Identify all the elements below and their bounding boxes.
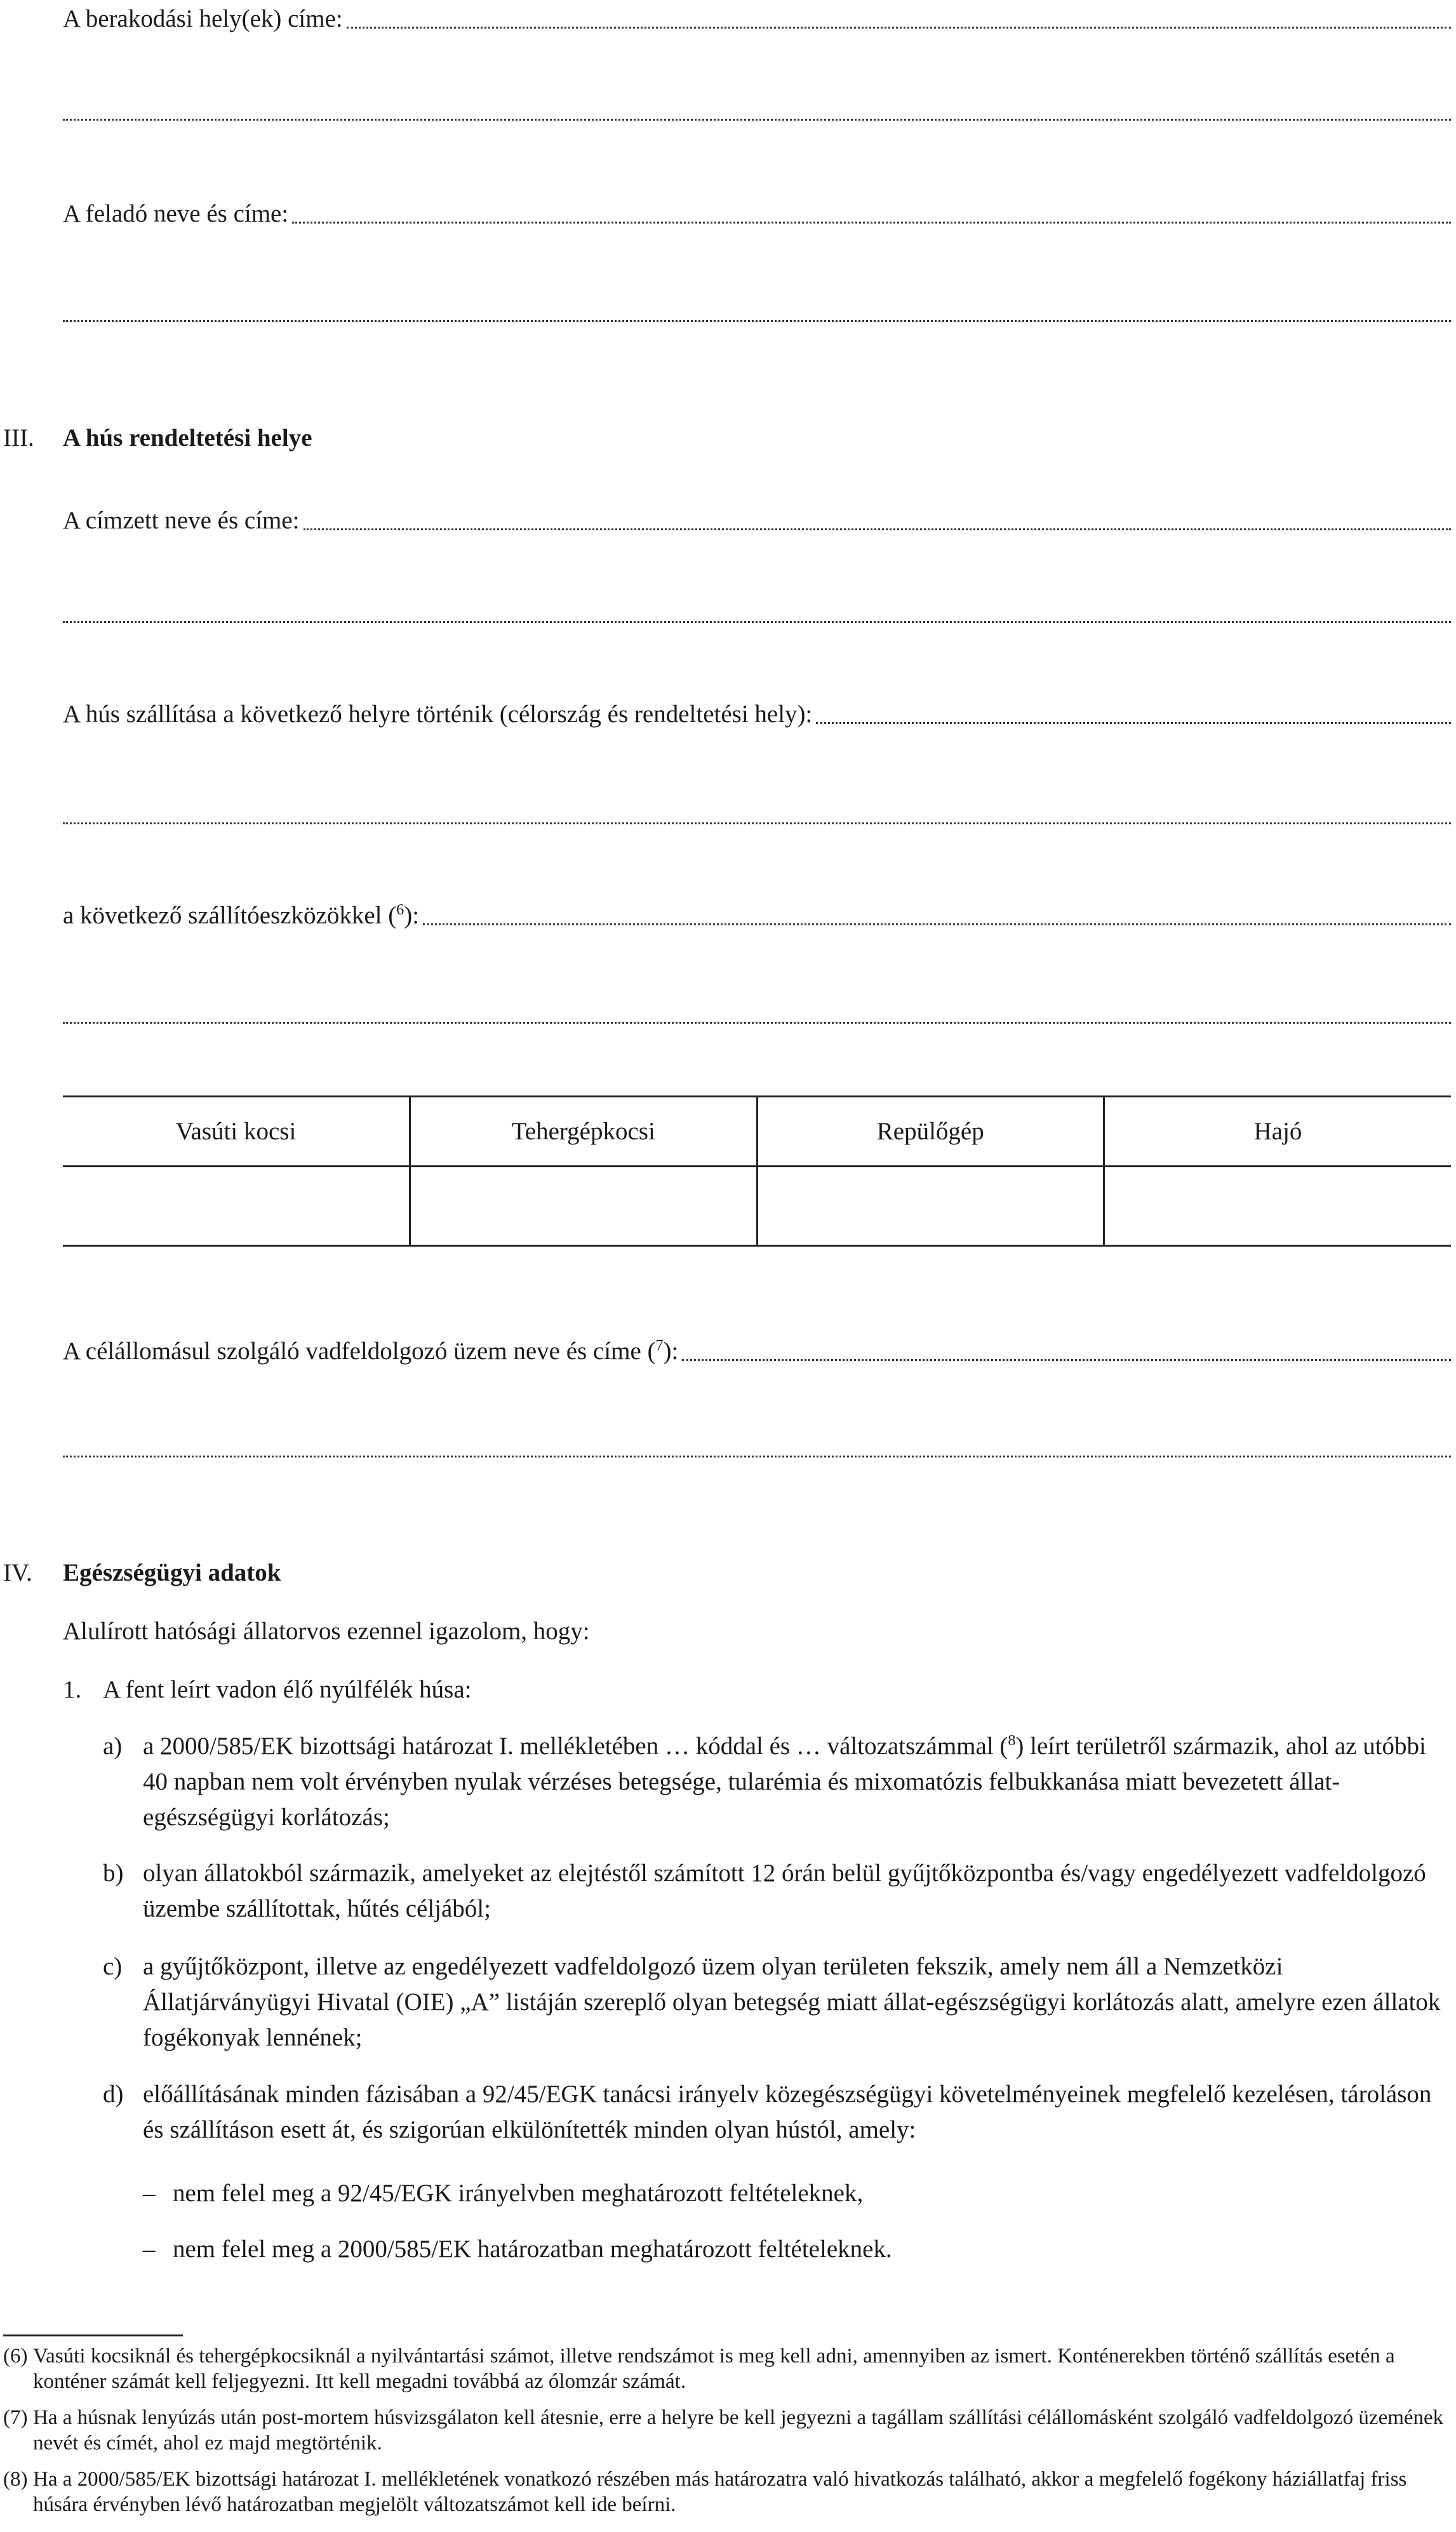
transport-truck-header: Tehergépkocsi xyxy=(410,1097,758,1167)
dash-item-1-bullet: – xyxy=(143,2180,156,2207)
loading-place-dots xyxy=(347,27,1451,29)
footnote-separator xyxy=(3,2334,183,2336)
section-iii-heading: A hús rendeltetési helye xyxy=(63,424,312,452)
item-a-text: a 2000/585/EK bizottsági határozat I. mellékletében … kóddal és … változatszámmal ($^8$) leírt területről származik, ahol az utóbbi 40 napban nem volt érvényben nyulak vérzéses betegsége, tularémia és mixomatózis felbukkanása miatt bevezetett állat-egészségügyi korlátozás; xyxy=(143,1732,1426,1831)
certification-intro: Alulírott hatósági állatorvos ezennel igazolom, hogy: xyxy=(63,1618,590,1645)
footnote-7-ref: (7) xyxy=(3,2406,28,2429)
footnote-ref-7: 7 xyxy=(655,1337,664,1354)
section-iv-heading: Egészségügyi adatok xyxy=(63,1559,281,1586)
transport-means-table xyxy=(63,1095,1451,1247)
transport-rail-header: Vasúti kocsi xyxy=(63,1097,410,1167)
sender-continuation-line[interactable] xyxy=(63,320,1451,322)
transport-ship-cell[interactable] xyxy=(1104,1167,1452,1246)
dash-item-2-text: nem felel meg a 2000/585/EK határozatban meghatározott feltételeknek. xyxy=(173,2235,892,2263)
loading-place-label: A berakodási hely(ek) címe: xyxy=(63,5,343,32)
destination-continuation-line[interactable] xyxy=(63,822,1451,824)
destination-dots xyxy=(816,722,1451,724)
footnote-ref-6: 6 xyxy=(396,902,404,918)
item-d-text: előállításának minden fázisában a 92/45/EGK tanácsi irányelv közegészségügyi követelményeinek megfelelő kezelésen, tároláson és szállításon esett át, és szigorúan elkülönítették minden olyan hústól, amely: xyxy=(143,2080,1432,2143)
item-b-text: olyan állatokból származik, amelyeket az elejtéstől számított 12 órán belül gyűjtőközpontba és/vagy engedélyezett vadfeldolgozó üzembe szállítottak, hűtés céljából; xyxy=(143,1859,1426,1922)
game-plant-label: A célállomásul szolgáló vadfeldolgozó üzem neve és címe ($^7$): xyxy=(63,1337,679,1365)
item-b-letter: b) xyxy=(103,1859,124,1887)
footnote-8-ref: (8) xyxy=(3,2468,28,2491)
dash-item-1-text: nem felel meg a 92/45/EGK irányelvben meghatározott feltételeknek, xyxy=(173,2180,864,2207)
transport-ship-header: Hajó xyxy=(1104,1097,1452,1167)
sender-dots xyxy=(292,222,1451,224)
footnote-6-text: Vasúti kocsiknál és tehergépkocsiknál a nyilvántartási számot, illetve rendszámot is meg kell adni, amennyiben az ismert. Konténerekben történő szállítás esetén a konténer számát kell feljegyezni. Itt kell megadni továbbá az ólomzár számát. xyxy=(33,2345,1395,2393)
transport-rail-cell[interactable] xyxy=(63,1167,410,1246)
consignee-label: A címzett neve és címe: xyxy=(63,507,300,534)
consignee-continuation-line[interactable] xyxy=(63,621,1451,623)
consignee-dots xyxy=(304,528,1451,530)
point-1-text: A fent leírt vadon élő nyúlfélék húsa: xyxy=(103,1676,472,1703)
section-iv-number: IV. xyxy=(3,1559,32,1586)
footnote-8-text: Ha a 2000/585/EK bizottsági határozat I. mellékletének vonatkozó részében más határozatra való hivatkozás található, akkor a megfelelő fogékony háziállatfaj friss húsára érvényben lévő határozatban megjelölt változatszámot kell ide beírni. xyxy=(33,2468,1407,2516)
footnote-7 xyxy=(3,2405,1451,2456)
footnote-ref-8: 8 xyxy=(1008,1732,1016,1749)
transport-label: a következő szállítóeszközökkel ($^6$): xyxy=(63,902,420,929)
sender-field[interactable] xyxy=(63,198,1451,230)
transport-continuation-line[interactable] xyxy=(63,1022,1451,1024)
section-iii-number: III. xyxy=(3,424,34,452)
sender-label: A feladó neve és címe: xyxy=(63,200,289,227)
game-plant-dots xyxy=(682,1359,1451,1361)
item-a-letter: a) xyxy=(103,1732,123,1760)
game-plant-continuation-line[interactable] xyxy=(63,1456,1451,1457)
item-c-text: a gyűjtőközpont, illetve az engedélyezett vadfeldolgozó üzem olyan területen fekszik, amely nem áll a Nemzetközi Állatjárványügyi Hivatal (OIE) „A” listáján szereplő olyan betegség miatt állat-egészségügyi korlátozás alatt, amelyre ezen állatok fogékonyak lennének; xyxy=(143,1953,1441,2051)
transport-dots xyxy=(423,923,1451,925)
transport-truck-cell[interactable] xyxy=(410,1167,758,1246)
dash-item-2-bullet: – xyxy=(143,2235,156,2263)
item-c-letter: c) xyxy=(103,1953,123,1980)
point-1-number: 1. xyxy=(63,1676,82,1703)
footnote-6-ref: (6) xyxy=(3,2345,28,2368)
destination-label: A hús szállítása a következő helyre történik (célország és rendeltetési hely): xyxy=(63,700,813,728)
item-d-letter: d) xyxy=(103,2080,124,2108)
loading-place-field[interactable] xyxy=(63,3,1451,35)
consignee-field[interactable] xyxy=(63,505,1451,537)
transport-plane-header: Repülőgép xyxy=(757,1097,1104,1167)
footnote-8 xyxy=(3,2467,1451,2517)
destination-field[interactable] xyxy=(63,699,1451,730)
transport-plane-cell[interactable] xyxy=(757,1167,1104,1246)
transport-field[interactable] xyxy=(63,900,1451,932)
game-plant-field[interactable] xyxy=(63,1336,1451,1367)
loading-place-continuation-line[interactable] xyxy=(63,119,1451,121)
footnote-7-text: Ha a húsnak lenyúzás után post-mortem húsvizsgálaton kell átesnie, erre a helyre be kell jegyezni a tagállam szállítási célállomásként szolgáló vadfeldolgozó üzemének nevét és címét, ahol ez majd megtörténik. xyxy=(33,2406,1444,2455)
footnote-6 xyxy=(3,2343,1451,2394)
